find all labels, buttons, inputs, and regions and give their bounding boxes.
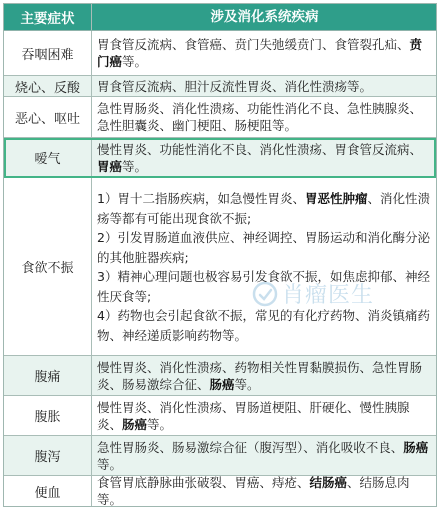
paragraph	[97, 189, 432, 228]
header-disease: 涉及消化系统疾病	[210, 8, 319, 25]
disease-text: 等。	[122, 158, 148, 174]
table-header	[4, 4, 436, 31]
table-row	[4, 76, 436, 97]
table-row	[4, 31, 436, 76]
table-row	[4, 476, 436, 506]
disease-cell	[92, 76, 436, 96]
table-row	[4, 178, 436, 356]
disease-text: 慢性胃炎、消化性溃疡、胃肠道梗阻、肝硬化、慢性胰腺炎、	[97, 399, 410, 432]
table-row	[4, 138, 436, 178]
disease-highlight: 肠癌	[403, 439, 429, 455]
disease-cell	[92, 476, 436, 506]
disease-text: 食管胃底静脉曲张破裂、胃癌、痔疮、	[97, 475, 310, 490]
disease-text: 胃食管反流病、胆汁反流性胃炎、消化性溃疡等。	[97, 78, 373, 94]
disease-highlight: 胃癌	[97, 158, 123, 174]
paragraph: 2）引发胃肠道血液供应、神经调控、胃肠运动和消化酶分泌 的其他脏器疾病;	[97, 230, 430, 265]
symptom-table	[3, 3, 437, 507]
disease-text: 等。	[147, 416, 173, 432]
disease-highlight: 肠癌	[122, 416, 148, 432]
symptom-cell: 腹泻	[4, 436, 92, 475]
table-row	[4, 396, 436, 436]
disease-cell	[92, 356, 436, 395]
disease-cell	[92, 178, 436, 355]
table-row	[4, 97, 436, 138]
symptom-cell: 腹胀	[4, 396, 92, 435]
header-symptom: 主要症状	[4, 4, 92, 30]
symptom-cell: 嗳气	[4, 138, 92, 177]
disease-text: 慢性胃炎、功能性消化不良、消化性溃疡、胃食管反流病、	[97, 141, 423, 157]
disease-text: 1）胃十二指肠疾病，如急慢性胃炎、	[97, 191, 305, 206]
paragraph: 4）药物也会引起食欲不振，常见的有化疗药物、消炎镇痛药 物、神经递质影响药物等。	[97, 308, 430, 343]
symptom-cell: 烧心、反酸	[4, 76, 92, 96]
symptom-cell: 食欲不振	[4, 178, 92, 355]
disease-highlight: 贲门癌	[97, 37, 423, 69]
disease-text: 等。	[234, 376, 260, 392]
disease-text: 胃食管反流病、食管癌、贲门失弛缓贲门、食管裂孔疝、	[97, 37, 410, 52]
disease-cell	[92, 97, 436, 137]
disease-text: 、消化性溃疡等都有可能出现食欲不振;	[97, 191, 430, 226]
disease-text: 急性胃肠炎、肠易激综合征（腹泻型）、消化吸收不良、	[97, 439, 404, 455]
disease-highlight: 肠癌	[209, 376, 235, 392]
disease-text: 等。	[97, 456, 123, 472]
symptom-cell: 便血	[4, 476, 92, 506]
disease-text: 等。	[122, 54, 148, 69]
disease-cell	[92, 138, 436, 177]
disease-cell	[92, 396, 436, 435]
disease-text: 、结肠息肉等。	[97, 475, 410, 507]
watermark-text: 肖瘤医生	[282, 283, 375, 308]
disease-cell	[92, 436, 436, 475]
symptom-cell: 腹痛	[4, 356, 92, 395]
table-row	[4, 356, 436, 396]
symptom-cell: 恶心、呕吐	[4, 97, 92, 137]
disease-text: 急性胃肠炎、消化性溃疡、功能性消化不良、急性胰腺炎、急性胆囊炎、幽门梗阻、肠梗阻等。	[97, 101, 423, 133]
disease-text: 慢性胃炎、消化性溃疡、药物相关性胃黏膜损伤、急性胃肠炎、肠易激综合征、	[97, 359, 423, 392]
disease-highlight: 胃恶性肿瘤	[304, 191, 368, 206]
disease-highlight: 结肠癌	[309, 475, 348, 490]
paragraph: 3）精神心理问题也极容易引发食欲不振，如焦虑抑郁、神经 性厌食等;	[97, 269, 430, 304]
disease-cell	[92, 31, 436, 75]
table-row	[4, 436, 436, 476]
symptom-cell: 吞咽困难	[4, 31, 92, 75]
